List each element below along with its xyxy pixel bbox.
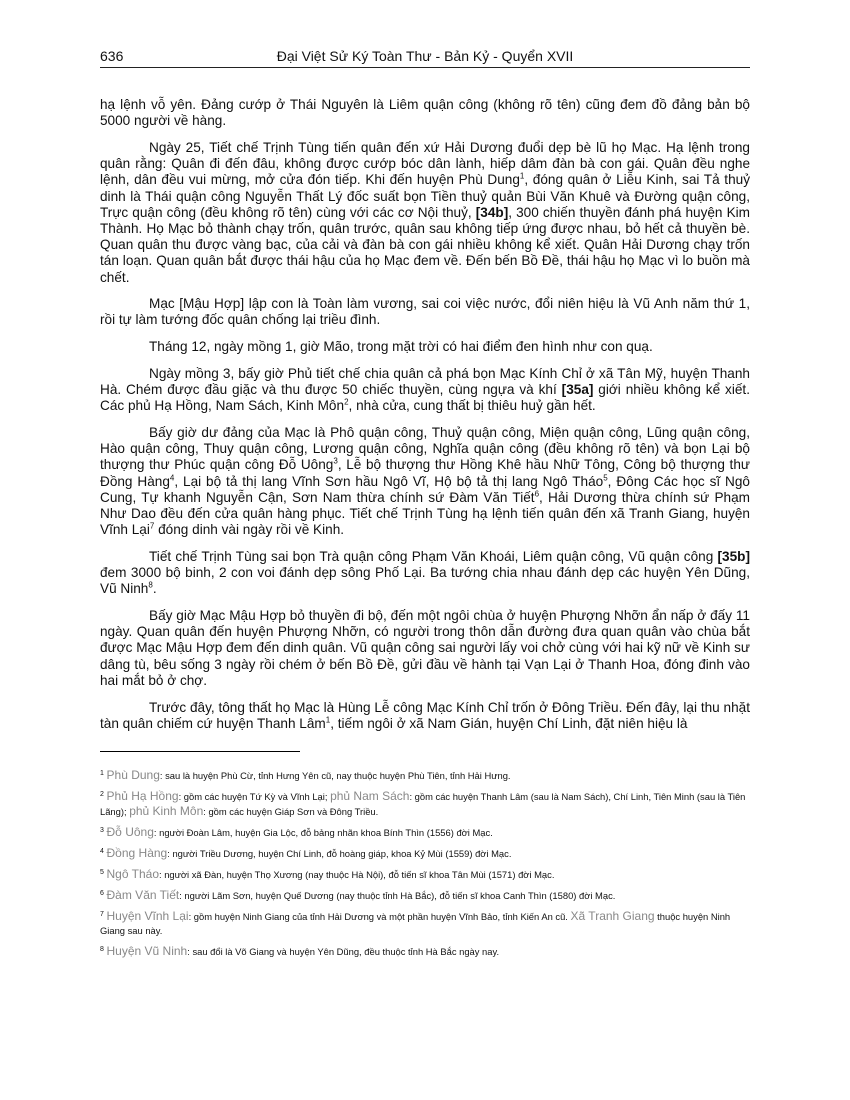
page-header: [100, 45, 750, 68]
footnote-ref: 6: [534, 489, 540, 499]
footnote-divider: [100, 751, 300, 752]
text-run: , 300 chiến thuyền đánh phá huyện Kim Thành. Họ Mạc bỏ thành chạy trốn, quân trước, quân sau không tiếp ứng được nhau, bỏ hết cả thuyền bè. Quan quân thu được vàng bạc, của cải và đàn bà con gái nhiều không kể xiết. Quân Hải Dương chạy trốn tán loạn. Quan quân bắt được thái hậu của họ Mạc đem về. Đến bến Bồ Đề, thái hậu họ Mạc vì lo buồn mà chết.: [100, 204, 750, 285]
footnote-term: Đàm Văn Tiết: [106, 888, 180, 902]
footnote: [100, 846, 755, 861]
footnote-ref: 4: [169, 473, 175, 483]
footnote-ref: 2: [344, 397, 349, 407]
paragraph: [100, 700, 750, 732]
footnote-term: Huyện Vũ Ninh: [106, 944, 188, 958]
footnotes: [100, 768, 755, 965]
footnote-term: phủ Nam Sách: [330, 789, 410, 803]
text-run: Bấy giờ Mạc Mậu Hợp bỏ thuyền đi bộ, đến một ngôi chùa ở huyện Phượng Nhỡn ẩn nấp ở đấy 11 ngày. Quan quân đến huyện Phượng Nhỡn, có người trong thôn dẫn đường đưa quan quân vào chùa bắt được Mạc Mậu Hợp đem đến dinh quân. Vũ quận công sai người lấy voi chở cùng với hai kỹ nữ về Kinh sư dâng tù, bêu sống 3 ngày rồi chém ở bến Bồ Đề, gửi đầu về hành tại Vạn Lại ở Thanh Hoa, đóng đinh vào hai mắt bỏ ở chợ.: [100, 607, 750, 688]
text-run: : người Triều Dương, huyện Chí Linh, đỗ hoàng giáp, khoa Kỷ Mùi (1559) đời Mạc.: [167, 848, 512, 859]
text-run: Ngày 25, Tiết chế Trịnh Tùng tiến quân đến xứ Hải Dương đuổi dẹp bè lũ họ Mạc. Hạ lệnh trong quân rằng: Quân đi đến đâu, không được cướp bóc dân lành, hiếp dâm đàn bà con gái. Quân đều nghe lệnh, dân đều vui mừng, mở cửa đón tiếp. Khi đến huyện Phù Dung: [100, 139, 750, 188]
text-run: : người Lãm Sơn, huyện Quế Dương (nay thuộc tỉnh Hà Bắc), đỗ tiến sĩ khoa Canh Thìn (1580) đời Mạc.: [179, 890, 616, 901]
text-run: , Lễ bộ thượng thư Hồng Khê hầu Nhữ Tông, Công bộ thượng thư Đồng Hàng: [100, 457, 750, 489]
text-run: .: [152, 581, 157, 597]
text-run: : gồm huyện Ninh Giang của tỉnh Hải Dương và một phần huyện Vĩnh Bảo, tỉnh Kiến An cũ.: [188, 911, 571, 922]
footnote-term: Đồng Hàng: [106, 846, 168, 860]
text-run: giới nhiều không kể xiết. Các phủ Hạ Hồng, Nam Sách, Kinh Môn: [100, 382, 750, 414]
footnote-number: 7: [100, 910, 104, 918]
footnote-number: 6: [100, 889, 104, 897]
text-run: đem 3000 bộ binh, 2 con voi đánh dẹp sông Phố Lại. Ba tướng chia nhau đánh dẹp các huyện Yên Dũng, Vũ Ninh: [100, 565, 750, 597]
footnote: [100, 909, 755, 938]
text-run: Tháng 12, ngày mồng 1, giờ Mão, trong mặt trời có hai điểm đen hình như con quạ.: [149, 339, 653, 355]
text-run: : gồm các huyện Tứ Kỳ và Vĩnh Lại;: [178, 791, 331, 802]
text-run: Ngày mồng 3, bấy giờ Phủ tiết chế chia quân cả phá bọn Mạc Kính Chỉ ở xã Tân Mỹ, huyện Thanh Hà. Chém được đầu giặc và thu được 50 chiếc thuyền, cùng ngựa và khí: [100, 365, 750, 398]
footnote-term: Ngô Tháo: [106, 867, 159, 881]
footnote: [100, 888, 755, 903]
footnote-ref: 8: [148, 580, 153, 590]
text-run: , tiếm ngôi ở xã Nam Gián, huyện Chí Linh, đặt niên hiệu là: [330, 715, 688, 731]
footnote-number: 4: [100, 847, 104, 855]
paragraph: [100, 296, 750, 328]
footnote-ref: 1: [519, 171, 525, 181]
text-run: , Lại bộ tả thị lang Vĩnh Sơn hầu Ngô Vĩ, Hộ bộ tả thị lang Ngô Tháo: [174, 473, 604, 489]
footnote-number: 1: [100, 769, 104, 777]
main-text: [100, 97, 750, 742]
text-run: thuộc huyện Ninh Giang sau này.: [100, 911, 731, 936]
text-run: , nhà cửa, cung thất bị thiêu huỷ gần hết.: [348, 398, 596, 414]
folio-marker: [35a]: [561, 382, 594, 398]
text-run: : sau là huyện Phù Cừ, tỉnh Hưng Yên cũ, nay thuộc huyện Phù Tiên, tỉnh Hải Hưng.: [159, 770, 511, 781]
paragraph: [100, 425, 750, 538]
paragraph: [100, 549, 750, 598]
footnote-ref: 1: [325, 715, 331, 725]
text-run: : người xã Đàn, huyện Thọ Xương (nay thuộc Hà Nội), đỗ tiến sĩ khoa Tân Mùi (1571) đời Mạc.: [159, 869, 555, 880]
text-run: : gồm các huyện Giáp Sơn và Đông Triều.: [203, 806, 379, 817]
paragraph: [100, 366, 750, 415]
text-run: : người Đoàn Lâm, huyện Gia Lộc, đỗ bảng nhãn khoa Bính Thìn (1556) đời Mạc.: [153, 827, 493, 838]
footnote-number: 5: [100, 868, 104, 876]
text-run: : gồm các huyện Thanh Lâm (sau là Nam Sách), Chí Linh, Tiên Minh (sau là Tiên Lãng);: [100, 791, 746, 817]
footnote: [100, 825, 755, 840]
text-run: Bấy giờ dư đảng của Mạc là Phô quận công, Thuỷ quận công, Miện quận công, Lũng quận công, Hào quận công, Thuy quận công, Lương quận công, Nghĩa quận công (đều không rõ tên) và bọn Lại bộ thượng thư Phúc quận công Đỗ Uông: [100, 424, 750, 473]
footnote: [100, 768, 755, 783]
footnote-term: Phủ Hạ Hồng: [106, 789, 179, 803]
text-run: , đóng quân ở Liễu Kinh, sai Tả thuỷ dinh là Thái quận công Nguyễn Thất Lý đốc suất bọn Tiền thuỷ quản Bùi Văn Khuê và Đường quận công, Trực quận công (đều không rõ tên) cùng với các cơ Nội thuỷ,: [100, 172, 750, 220]
footnote: [100, 944, 755, 959]
footnote-term: Xã Tranh Giang: [570, 909, 655, 923]
running-title: Đại Việt Sử Ký Toàn Thư - Bản Kỷ - Quyển XVII: [276, 48, 574, 64]
footnote-term: Đỗ Uông: [106, 825, 154, 839]
text-run: , Đông Các học sĩ Ngô Cung, Tự khanh Nguyễn Cận, Sơn Nam thừa chính sứ Đàm Văn Tiết: [100, 473, 750, 505]
footnote-ref: 7: [149, 521, 155, 531]
footnote: [100, 789, 755, 819]
footnote-number: 3: [100, 826, 104, 834]
paragraph: [100, 140, 750, 286]
folio-marker: [35b]: [717, 548, 750, 564]
footnote-number: 8: [100, 945, 104, 953]
text-run: Trước đây, tông thất họ Mạc là Hùng Lễ công Mạc Kính Chỉ trốn ở Đông Triều. Đến đây, lại thu nhặt tàn quân chiếm cứ huyện Thanh Lâm: [100, 699, 750, 731]
paragraph: [100, 97, 750, 129]
folio-marker: [34b]: [475, 204, 509, 220]
paragraph: [100, 339, 750, 355]
footnote-term: Phù Dung: [106, 768, 160, 782]
text-run: Tiết chế Trịnh Tùng sai bọn Trà quận công Phạm Văn Khoái, Liêm quận công, Vũ quận công: [149, 548, 718, 564]
page-number: 636: [100, 48, 124, 64]
paragraph: [100, 608, 750, 689]
footnote: [100, 867, 755, 882]
text-run: hạ lệnh vỗ yên. Đảng cướp ở Thái Nguyên là Liêm quận công (không rõ tên) cũng đem đồ đảng bản bộ 5000 người về hàng.: [100, 97, 750, 129]
footnote-ref: 3: [333, 456, 338, 466]
text-run: đóng dinh vài ngày rồi về Kinh.: [154, 522, 345, 538]
footnote-ref: 5: [603, 473, 608, 483]
text-run: , Hải Dương thừa chính sứ Phạm Như Dao đều đến cửa quân hàng phục. Tiết chế Trịnh Tùng hạ lệnh tiến quân đến xã Tranh Giang, huyện Vĩnh Lại: [100, 489, 750, 538]
footnote-term: Huyện Vĩnh Lại: [106, 909, 189, 923]
footnote-term: phủ Kinh Môn: [129, 804, 204, 818]
text-run: Mạc [Mậu Hợp] lập con là Toàn làm vương, sai coi việc nước, đổi niên hiệu là Vũ Anh năm thứ 1, rồi tự làm tướng đốc quân chống lại triều đình.: [100, 296, 750, 328]
footnote-number: 2: [100, 790, 104, 798]
text-run: : sau đổi là Võ Giang và huyện Yên Dũng, đều thuộc tỉnh Hà Bắc ngày nay.: [187, 946, 500, 957]
